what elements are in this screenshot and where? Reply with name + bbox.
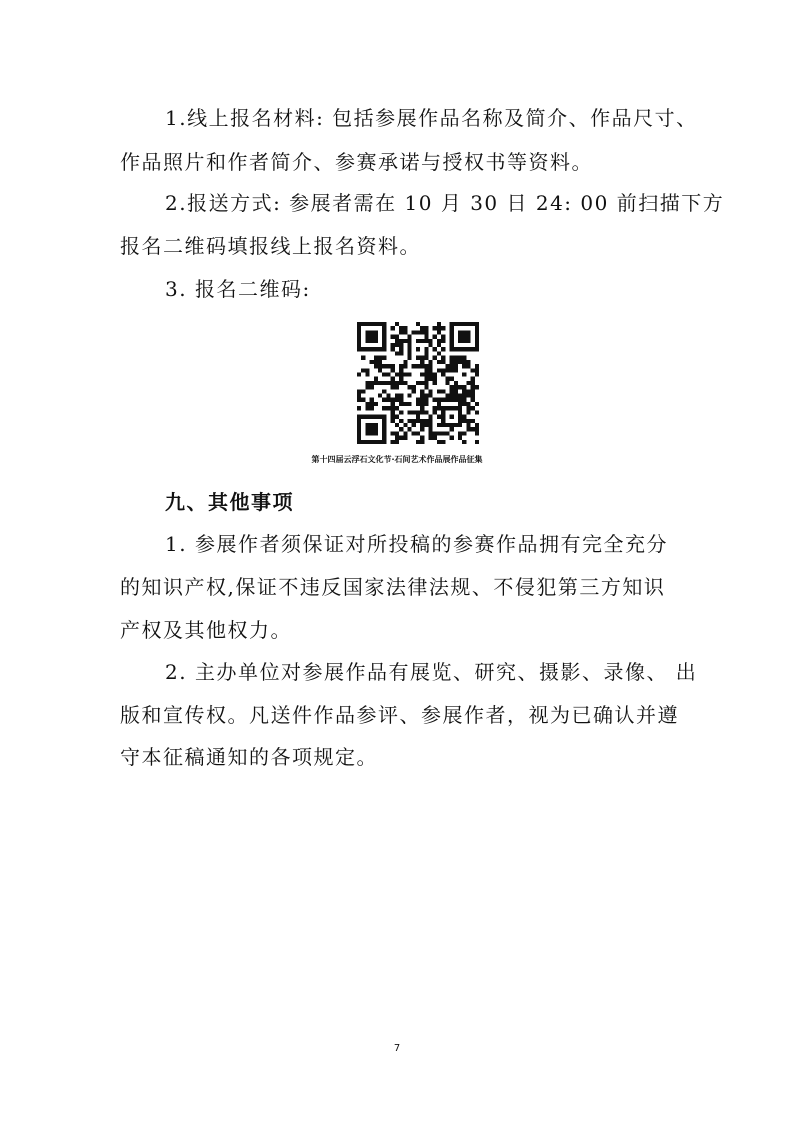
s9-item2-line1: 2. 主办单位对参展作品有展览、研究、摄影、录像、 出 (165, 660, 698, 684)
section9-heading: 九、其他事项 (165, 490, 294, 514)
s8-item2-line2: 报名二维码填报线上报名资料。 (120, 234, 421, 258)
s8-item1-line2: 作品照片和作者简介、参赛承诺与授权书等资料。 (120, 150, 593, 174)
s9-item2-line2: 版和宣传权。凡送件作品参评、参展作者，视为已确认并遵 (120, 703, 679, 727)
page-number: 7 (393, 1043, 401, 1054)
s8-item3-line1: 3. 报名二维码: (165, 277, 311, 301)
s9-item1-line2: 的知识产权,保证不违反国家法律法规、不侵犯第三方知识 (120, 575, 666, 599)
s8-item2-line1: 2.报送方式: 参展者需在 10 月 30 日 24: 00 前扫描下方 (165, 191, 725, 215)
s9-item2-line3: 守本征稿通知的各项规定。 (120, 745, 378, 769)
s9-item1-line3: 产权及其他权力。 (120, 618, 292, 642)
s9-item1-line1: 1. 参展作者须保证对所投稿的参赛作品拥有完全充分 (165, 532, 668, 556)
qr-caption: 第十四届云浮石文化节·石间艺术作品展作品征集 (311, 455, 483, 464)
s8-item1-line1: 1.线上报名材料: 包括参展作品名称及简介、作品尺寸、 (165, 106, 698, 130)
registration-qr-code[interactable] (357, 322, 479, 444)
